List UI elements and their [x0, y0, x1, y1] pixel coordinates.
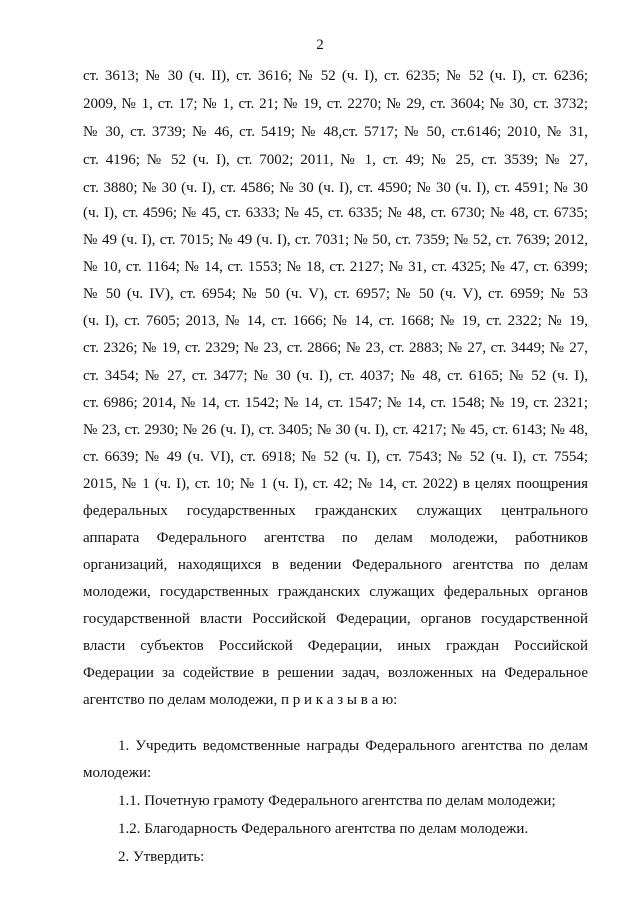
page-number: 2 [316, 37, 324, 53]
body-line-12: ст. 3454; № 27, ст. 3477; № 30 (ч. I), ст. 4037; № 48, ст. 6165; № 52 (ч. I), [83, 368, 588, 384]
body-line-2: 2009, № 1, ст. 17; № 1, ст. 21; № 19, ст. 2270; № 29, ст. 3604; № 30, ст. 3732; [83, 96, 588, 112]
body-line-20: молодежи, государственных гражданских служащих федеральных органов [83, 584, 588, 600]
body-line-6: (ч. I), ст. 4596; № 45, ст. 6333; № 45, ст. 6335; № 48, ст. 6730; № 48, ст. 6735; [83, 205, 588, 221]
body-line-5: ст. 3880; № 30 (ч. I), ст. 4586; № 30 (ч. I), ст. 4590; № 30 (ч. I), ст. 4591; № 30 [83, 180, 588, 196]
body-line-7: № 49 (ч. I), ст. 7015; № 49 (ч. I), ст. 7031; № 50, ст. 7359; № 52, ст. 7639; 2012, [83, 232, 588, 248]
body-line-10: (ч. I), ст. 7605; 2013, № 14, ст. 1666; № 14, ст. 1668; № 19, ст. 2322; № 19, [83, 313, 588, 329]
body-line-14: № 23, ст. 2930; № 26 (ч. I), ст. 3405; № 30 (ч. I), ст. 4217; № 45, ст. 6143; № 48, [83, 422, 588, 438]
body-line-9: № 50 (ч. IV), ст. 6954; № 50 (ч. V), ст. 6957; № 50 (ч. V), ст. 6959; № 53 [83, 286, 588, 302]
body-line-21: государственной власти Российской Федерации, органов государственной [83, 611, 588, 627]
item-1-text: 1. Учредить ведомственные награды Федерального агентства по делам [118, 738, 588, 754]
body-line-8: № 10, ст. 1164; № 14, ст. 1553; № 18, ст. 2127; № 31, ст. 4325; № 47, ст. 6399; [83, 259, 588, 275]
body-line-23: Федерации за содействие в решении задач, возложенных на Федеральное [83, 665, 588, 681]
body-line-13: ст. 6986; 2014, № 14, ст. 1542; № 14, ст. 1547; № 14, ст. 1548; № 19, ст. 2321; [83, 395, 588, 411]
item-1-1-text: 1.1. Почетную грамоту Федерального агентства по делам молодежи; [118, 793, 556, 809]
body-line-11: ст. 2326; № 19, ст. 2329; № 23, ст. 2866; № 23, ст. 2883; № 27, ст. 3449; № 27, [83, 340, 588, 356]
body-line-3: № 30, ст. 3739; № 46, ст. 5419; № 48,ст. 5717; № 50, ст.6146; 2010, № 31, [83, 124, 588, 140]
body-line-17: федеральных государственных гражданских служащих центрального [83, 503, 588, 519]
body-line-15: ст. 6639; № 49 (ч. VI), ст. 6918; № 52 (ч. I), ст. 7543; № 52 (ч. I), ст. 7554; [83, 449, 588, 465]
item-2-text: 2. Утвердить: [118, 849, 205, 865]
body-line-22: власти субъектов Российской Федерации, иных граждан Российской [83, 638, 588, 654]
body-line-19: организаций, находящихся в ведении Федерального агентства по делам [83, 557, 588, 573]
body-line-18: аппарата Федерального агентства по делам молодежи, работников [83, 530, 588, 546]
body-closing-line: агентство по делам молодежи, п р и к а з ы в а ю: [83, 692, 398, 708]
body-line-1: ст. 3613; № 30 (ч. II), ст. 3616; № 52 (ч. I), ст. 6235; № 52 (ч. I), ст. 6236; [83, 68, 588, 84]
item-1-2-text: 1.2. Благодарность Федерального агентства по делам молодежи. [118, 821, 529, 837]
body-line-16: 2015, № 1 (ч. I), ст. 10; № 1 (ч. I), ст. 42; № 14, ст. 2022) в целях поощрения [83, 476, 588, 492]
item-1-continuation: молодежи: [83, 765, 152, 781]
body-line-4: ст. 4196; № 52 (ч. I), ст. 7002; 2011, № 1, ст. 49; № 25, ст. 3539; № 27, [83, 152, 588, 168]
